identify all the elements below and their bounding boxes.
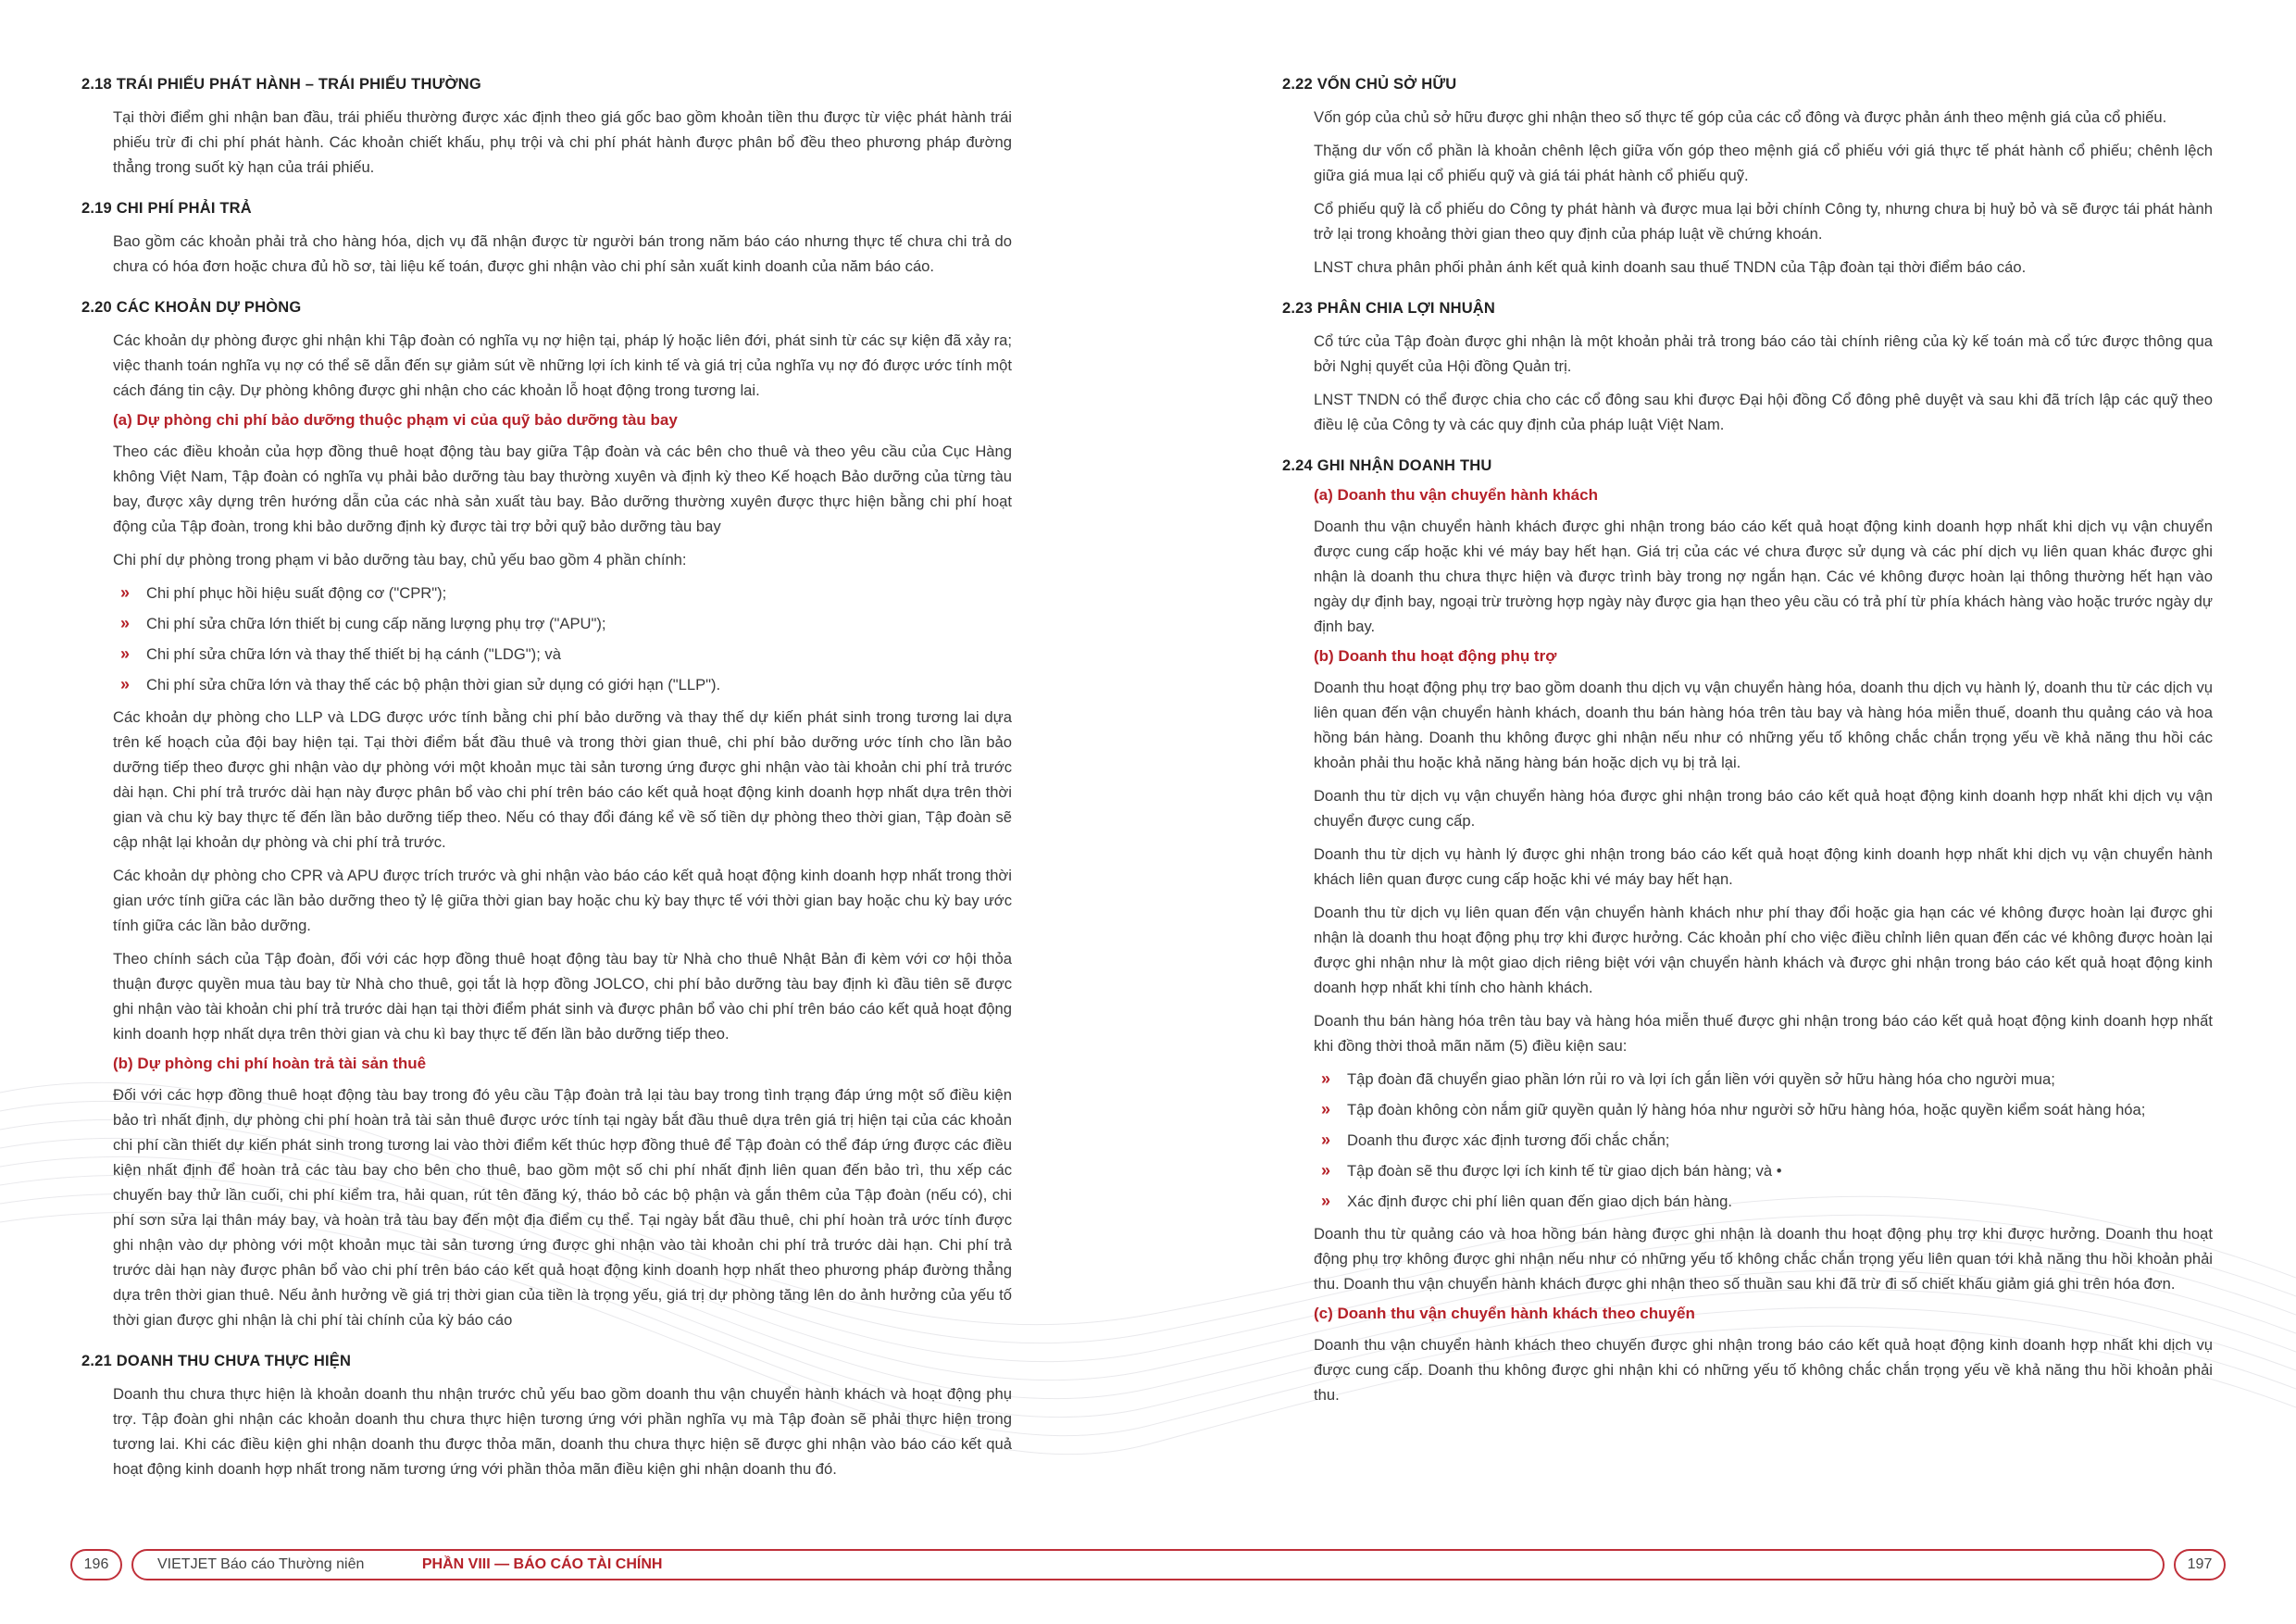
paragraph: Các khoản dự phòng cho CPR và APU được trích trước và ghi nhận vào báo cáo kết quả hoạt động kinh doanh hợp nhất trong thời gian ước tính giữa các lần bảo dưỡng theo tỷ lệ giữa thời gian bay hoặc chu kỳ bay thực tế với thời gian bay hoặc chu kỳ bay ước tính giữa các lần bảo dưỡng. xyxy=(113,867,1012,934)
list-item-text: Doanh thu được xác định tương đối chắc chắn; xyxy=(1347,1131,1670,1149)
paragraph: Tại thời điểm ghi nhận ban đầu, trái phiếu thường được xác định theo giá gốc bao gồm khoản tiền thu được từ việc phát hành trái phiếu trừ đi chi phí phát hành. Các khoản chiết khấu, phụ trội và chi phí phát hành được phân bổ đều theo phương pháp đường thẳng trong suốt kỳ hạn của trái phiếu. xyxy=(113,108,1012,176)
subsection-title-c: (c) Doanh thu vận chuyển hành khách theo chuyến xyxy=(1314,1305,1695,1322)
left-page xyxy=(81,76,1012,1502)
paragraph: Cổ tức của Tập đoàn được ghi nhận là một khoản phải trả trong báo cáo tài chính riêng của kỳ kế toán mà cổ tức được thông qua bởi Nghị quyết của Hội đồng Quản trị. xyxy=(1314,332,2213,375)
section-title: 2.23 PHÂN CHIA LỢI NHUẬN xyxy=(1282,300,1496,317)
subsection-title-a: (a) Doanh thu vận chuyển hành khách xyxy=(1314,486,1598,504)
subsection-title-b: (b) Dự phòng chi phí hoàn trả tài sản thuê xyxy=(113,1055,427,1072)
double-chevron-right-icon: » xyxy=(1321,1161,1331,1180)
section-2-23 xyxy=(1282,300,2213,437)
section-title: 2.19 CHI PHÍ PHẢI TRẢ xyxy=(81,200,252,217)
paragraph: Doanh thu vận chuyển hành khách theo chuyến được ghi nhận trong báo cáo kết quả hoạt động kinh doanh hợp nhất khi dịch vụ được cung cấp. Doanh thu không được ghi nhận khi có những yếu tố không chắc chắn trọng yếu về khả năng thu hồi khoản phải thu. xyxy=(1314,1336,2213,1404)
list-item xyxy=(113,611,1012,636)
paragraph: Doanh thu vận chuyển hành khách được ghi nhận trong báo cáo kết quả hoạt động kinh doanh hợp nhất khi dịch vụ vận chuyển được cung cấp hoặc khi vé máy bay hết hạn. Giá trị của các vé chưa được sử dụng và các phí dịch vụ liên quan khác được ghi nhận là doanh thu chưa thực hiện và được trình bày trong nợ ngắn hạn. Các vé không được hoàn lại thông thường hết hạn vào ngày dự định bay, ngoại trừ trường hợp ngày này được gia hạn theo yêu cầu có trả phí từ phía khách hàng vào hoặc trước ngày dự định bay. xyxy=(1314,518,2213,635)
section-2-18 xyxy=(81,76,1012,180)
paragraph: Doanh thu hoạt động phụ trợ bao gồm doanh thu dịch vụ vận chuyển hàng hóa, doanh thu dịch vụ hành lý, doanh thu từ các dịch vụ liên quan đến vận chuyển hành khách, doanh thu bán hàng hóa trên tàu bay và hàng hóa miễn thuế, doanh thu quảng cáo và hoa hồng bán hàng. Doanh thu không được ghi nhận nếu như có những yếu tố không chắc chắn trọng yếu về khả năng thu hồi các khoản phải thu hoặc khả năng hàng bán hoặc dịch vụ bị trả lại. xyxy=(1314,679,2213,771)
paragraph: Doanh thu từ dịch vụ hành lý được ghi nhận trong báo cáo kết quả hoạt động kinh doanh hợp nhất khi dịch vụ vận chuyển hành khách liên quan được cung cấp hoặc khi vé máy bay hết hạn. xyxy=(1314,845,2213,888)
subsection-title-b: (b) Doanh thu hoạt động phụ trợ xyxy=(1314,647,1557,665)
list-item-text: Chi phí sửa chữa lớn và thay thế các bộ phận thời gian sử dụng có giới hạn ("LLP"). xyxy=(146,676,721,693)
paragraph: Các khoản dự phòng cho LLP và LDG được ước tính bằng chi phí bảo dưỡng và thay thế dự kiến phát sinh trong tương lai dựa trên kế hoạch của đội bay hiện tại. Tại thời điểm bắt đầu thuê và trong thời gian thuê, chi phí bảo dưỡng ước tính cho lần bảo dưỡng tiếp theo được ghi nhận vào dự phòng với một khoản mục tài sản tương ứng được ghi nhận vào tài khoản chi phí trả trước dài hạn. Chi phí trả trước dài hạn này được phân bổ vào chi phí trên báo cáo kết quả hoạt động kinh doanh hợp nhất dựa trên thời gian và chu kỳ bay thực tế đến lần bảo dưỡng tiếp theo. Nếu có thay đổi đáng kể về số tiền dự phòng theo thời gian, Tập đoàn sẽ cập nhật lại khoản dự phòng và chi phí trả trước. xyxy=(113,708,1012,851)
page-number-right: 197 xyxy=(2174,1549,2226,1580)
paragraph: Theo các điều khoản của hợp đồng thuê hoạt động tàu bay giữa Tập đoàn và các bên cho thuê và theo yêu cầu của Cục Hàng không Việt Nam, Tập đoàn có nghĩa vụ phải bảo dưỡng tàu bay thường xuyên và định kỳ theo Kế hoạch Bảo dưỡng của từng tàu bay, được xây dựng trên hướng dẫn của các nhà sản xuất tàu bay. Bảo dưỡng thường xuyên được thực hiện bằng chi phí hoạt động của Tập đoàn, trong khi bảo dưỡng định kỳ được tài trợ bởi quỹ bảo dưỡng tàu bay xyxy=(113,443,1012,535)
footer-bar xyxy=(131,1549,2165,1580)
paragraph: Vốn góp của chủ sở hữu được ghi nhận theo số thực tế góp của các cổ đông và được phản ánh theo mệnh giá của cổ phiếu. xyxy=(1314,108,2167,126)
list-item-text: Tập đoàn không còn nắm giữ quyền quản lý hàng hóa như người sở hữu hàng hóa, hoặc quyền kiểm soát hàng hóa; xyxy=(1347,1101,2146,1118)
paragraph: Theo chính sách của Tập đoàn, đối với các hợp đồng thuê hoạt động tàu bay từ Nhà cho thuê Nhật Bản đi kèm với cơ hội thỏa thuận được quyền mua tàu bay từ Nhà cho thuê, gọi tắt là hợp đồng JOLCO, chi phí bảo dưỡng tàu bay định kì đầu tiên sẽ được ghi nhận vào tài khoản chi phí trả trước dài hạn tại thời điểm phát sinh và được phân bổ vào chi phí trên báo cáo kết quả hoạt động kinh doanh hợp nhất dựa trên thời gian và chu kì bay thực tế đến lần bảo dưỡng tiếp theo. xyxy=(113,950,1012,1043)
list-item xyxy=(113,581,1012,606)
double-chevron-right-icon: » xyxy=(120,675,131,693)
page-footer xyxy=(70,1549,2226,1580)
paragraph: Doanh thu chưa thực hiện là khoản doanh thu nhận trước chủ yếu bao gồm doanh thu vận chuyển hành khách và hoạt động phụ trợ. Tập đoàn ghi nhận các khoản doanh thu chưa thực hiện tương ứng với phần nghĩa vụ mà Tập đoàn sẽ phải thực hiện trong tương lai. Khi các điều kiện ghi nhận doanh thu được thỏa mãn, doanh thu chưa thực hiện sẽ được ghi nhận vào báo cáo kết quả hoạt động kinh doanh hợp nhất trong năm tương ứng với phần thỏa mãn điều kiện ghi nhận doanh thu đó. xyxy=(113,1385,1012,1478)
bullet-list xyxy=(1314,1067,2213,1214)
section-title: 2.18 TRÁI PHIẾU PHÁT HÀNH – TRÁI PHIẾU THƯỜNG xyxy=(81,76,481,93)
paragraph: LNST chưa phân phối phản ánh kết quả kinh doanh sau thuế TNDN của Tập đoàn tại thời điểm báo cáo. xyxy=(1314,258,2027,276)
double-chevron-right-icon: » xyxy=(120,583,131,602)
list-item-text: Chi phí phục hồi hiệu suất động cơ ("CPR"); xyxy=(146,584,447,602)
bullet-list xyxy=(113,581,1012,697)
section-2-21 xyxy=(81,1353,1012,1481)
paragraph: Doanh thu từ dịch vụ vận chuyển hàng hóa được ghi nhận trong báo cáo kết quả hoạt động kinh doanh hợp nhất khi dịch vụ vận chuyển được cung cấp. xyxy=(1314,787,2213,830)
page-number-left: 196 xyxy=(70,1549,122,1580)
list-item-text: Xác định được chi phí liên quan đến giao dịch bán hàng. xyxy=(1347,1193,1732,1210)
section-2-19 xyxy=(81,200,1012,279)
list-item-text: Chi phí sửa chữa lớn thiết bị cung cấp năng lượng phụ trợ ("APU"); xyxy=(146,615,606,632)
paragraph: Chi phí dự phòng trong phạm vi bảo dưỡng tàu bay, chủ yếu bao gồm 4 phần chính: xyxy=(113,551,687,568)
paragraph: Thặng dư vốn cổ phần là khoản chênh lệch giữa vốn góp theo mệnh giá cổ phiếu với giá thực tế phát hành cổ phiếu; chênh lệch giữa giá mua lại cổ phiếu quỹ và giá tái phát hành cổ phiếu quỹ. xyxy=(1314,142,2213,184)
list-item-text: Tập đoàn sẽ thu được lợi ích kinh tế từ giao dịch bán hàng; và • xyxy=(1347,1162,1782,1180)
section-title: 2.24 GHI NHẬN DOANH THU xyxy=(1282,457,1492,474)
list-item xyxy=(1314,1189,2213,1214)
list-item xyxy=(1314,1067,2213,1092)
list-item xyxy=(1314,1128,2213,1153)
section-2-24 xyxy=(1282,457,2213,1407)
double-chevron-right-icon: » xyxy=(120,614,131,632)
right-page xyxy=(1282,76,2213,1428)
paragraph: Cổ phiếu quỹ là cổ phiếu do Công ty phát hành và được mua lại bởi chính Công ty, nhưng chưa bị huỷ bỏ và sẽ được tái phát hành trở lại trong khoảng thời gian theo quy định của pháp luật về chứng khoán. xyxy=(1314,200,2213,243)
list-item xyxy=(1314,1097,2213,1122)
section-2-22 xyxy=(1282,76,2213,280)
list-item xyxy=(113,672,1012,697)
part-title: PHẦN VIII — BÁO CÁO TÀI CHÍNH xyxy=(421,1556,663,1572)
paragraph: Doanh thu từ dịch vụ liên quan đến vận chuyển hành khách như phí thay đổi hoặc gia hạn các vé không được hoàn lại được ghi nhận là doanh thu hoạt động phụ trợ khi được hưởng. Các khoản phí cho việc điều chỉnh liên quan đến các vé không được hoàn lại được ghi nhận như là một giao dịch riêng biệt với vận chuyển hành khách và được ghi nhận trong báo cáo kết quả hoạt động kinh doanh hợp nhất khi tính cho hành khách. xyxy=(1314,904,2213,996)
list-item-text: Chi phí sửa chữa lớn và thay thế thiết bị hạ cánh ("LDG"); và xyxy=(146,645,561,663)
list-item xyxy=(1314,1158,2213,1183)
report-name: VIETJET Báo cáo Thường niên xyxy=(157,1556,365,1572)
section-title: 2.20 CÁC KHOẢN DỰ PHÒNG xyxy=(81,299,302,316)
paragraph: LNST TNDN có thể được chia cho các cổ đông sau khi được Đại hội đồng Cổ đông phê duyệt và sau khi đã trích lập các quỹ theo điều lệ của Công ty và các quy định của pháp luật Việt Nam. xyxy=(1314,391,2213,433)
paragraph: Doanh thu từ quảng cáo và hoa hồng bán hàng được ghi nhận là doanh thu hoạt động phụ trợ khi được hưởng. Doanh thu hoạt động phụ trợ không được ghi nhận nếu như có những yếu tố không chắc chắn trọng yếu liên quan tới khả năng thu hồi khoản phải thu. Doanh thu vận chuyển hành khách được ghi nhận theo số thuần sau khi đã trừ đi số chiết khấu giảm giá ghi trên hóa đơn. xyxy=(1314,1225,2213,1293)
section-title: 2.22 VỐN CHỦ SỞ HỮU xyxy=(1282,76,1457,93)
section-2-20 xyxy=(81,299,1012,1332)
double-chevron-right-icon: » xyxy=(1321,1069,1331,1088)
paragraph: Bao gồm các khoản phải trả cho hàng hóa, dịch vụ đã nhận được từ người bán trong năm báo cáo nhưng thực tế chưa chi trả do chưa có hóa đơn hoặc chưa đủ hồ sơ, tài liệu kế toán, được ghi nhận vào chi phí sản xuất kinh doanh của năm báo cáo. xyxy=(113,232,1012,275)
list-item xyxy=(113,642,1012,667)
double-chevron-right-icon: » xyxy=(1321,1100,1331,1118)
list-item-text: Tập đoàn đã chuyển giao phần lớn rủi ro và lợi ích gắn liền với quyền sở hữu hàng hóa cho người mua; xyxy=(1347,1070,2055,1088)
double-chevron-right-icon: » xyxy=(1321,1192,1331,1210)
paragraph: Đối với các hợp đồng thuê hoạt động tàu bay trong đó yêu cầu Tập đoàn trả lại tàu bay trong tình trạng đáp ứng một số điều kiện bảo trì nhất định, dự phòng chi phí hoàn trả tài sản thuê được ước tính tại ngày bắt đầu thuê dựa trên giá trị hiện tại của các khoản chi phí cần thiết dự kiến phát sinh trong tương lai vào thời điểm kết thúc hợp đồng thuê để Tập đoàn có thể đáp ứng được các điều kiện nhất định để hoàn trả các tàu bay cho bên cho thuê, bao gồm một số chi phí nhất định liên quan đến bảo trì, thu xếp các chuyến bay thử lần cuối, chi phí kiểm tra, hải quan, rút tên đăng ký, tháo bỏ các bộ phận và gắn thêm của Tập đoàn (nếu có), chi phí sơn sửa lại thân máy bay, và hoàn trả tàu bay đến một địa điểm cụ thể. Tại ngày bắt đầu thuê, chi phí hoàn trả ước tính được ghi nhận vào dự phòng với một khoản mục tài sản tương ứng được ghi nhận vào tài khoản chi phí trả trước dài hạn. Chi phí trả trước dài hạn này được phân bổ vào chi phí trên báo cáo kết quả hoạt động kinh doanh hợp nhất theo phương pháp đường thẳng dựa trên thời gian thuê. Nếu ảnh hưởng về giá trị thời gian của tiền là trọng yếu, giá trị dự phòng tăng lên do ảnh hưởng của yếu tố thời gian được ghi nhận là chi phí tài chính của kỳ báo cáo xyxy=(113,1086,1012,1329)
double-chevron-right-icon: » xyxy=(1321,1131,1331,1149)
double-chevron-right-icon: » xyxy=(120,644,131,663)
subsection-title-a: (a) Dự phòng chi phí bảo dưỡng thuộc phạm vi của quỹ bảo dưỡng tàu bay xyxy=(113,411,678,429)
paragraph: Doanh thu bán hàng hóa trên tàu bay và hàng hóa miễn thuế được ghi nhận trong báo cáo kết quả hoạt động kinh doanh hợp nhất khi đồng thời thoả mãn năm (5) điều kiện sau: xyxy=(1314,1012,2213,1055)
paragraph: Các khoản dự phòng được ghi nhận khi Tập đoàn có nghĩa vụ nợ hiện tại, pháp lý hoặc liên đới, phát sinh từ các sự kiện đã xảy ra; việc thanh toán nghĩa vụ nợ có thể sẽ dẫn đến sự giảm sút về những lợi ích kinh tế và giá trị của nghĩa vụ nợ đó được ước tính một cách đáng tin cậy. Dự phòng không được ghi nhận cho các khoản lỗ hoạt động trong tương lai. xyxy=(113,331,1012,399)
section-title: 2.21 DOANH THU CHƯA THỰC HIỆN xyxy=(81,1353,352,1369)
